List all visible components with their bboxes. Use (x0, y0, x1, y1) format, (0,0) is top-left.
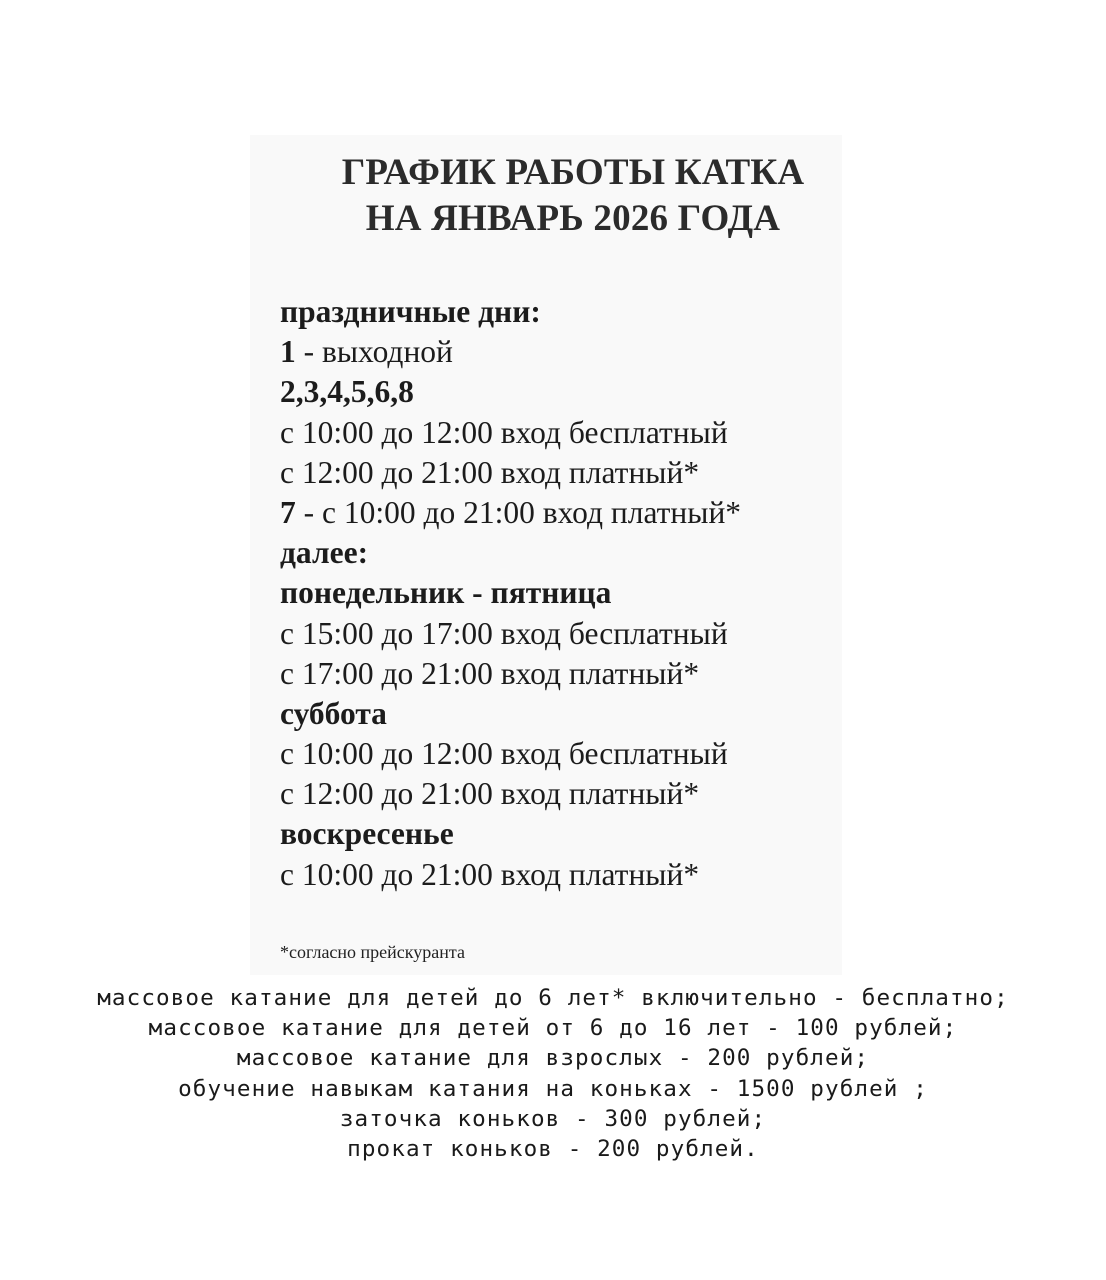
price-item: прокат коньков - 200 рублей. (347, 1136, 759, 1163)
holiday-paid-hours: с 12:00 до 21:00 вход платный* (280, 454, 700, 490)
title-line-2: НА ЯНВАРЬ 2026 ГОДА (365, 198, 781, 239)
day-description: - с 10:00 до 21:00 вход платный* (295, 494, 742, 530)
price-list (0, 983, 1106, 1164)
price-item: массовое катание для взрослых - 200 рублей; (236, 1045, 870, 1072)
further-heading: далее: (280, 535, 369, 571)
holiday-days-list: 2,3,4,5,6,8 (280, 374, 414, 410)
saturday-free-hours: с 10:00 до 12:00 вход бесплатный (280, 736, 728, 772)
holiday-day-1 (280, 332, 840, 372)
price-item: обучение навыкам катания на коньках - 1500 рублей ; (178, 1075, 928, 1102)
weekdays-free-hours: с 15:00 до 17:00 вход бесплатный (280, 615, 728, 651)
price-footnote: *согласно прейскуранта (280, 942, 465, 962)
title-line-1: ГРАФИК РАБОТЫ КАТКА (341, 152, 805, 193)
schedule-block (280, 292, 840, 895)
page-title (0, 150, 1106, 242)
price-item: массовое катание для детей до 6 лет* включительно - бесплатно; (97, 985, 1009, 1011)
sunday-heading: воскресенье (280, 816, 454, 852)
weekdays-heading: понедельник - пятница (280, 575, 612, 611)
price-item: массовое катание для детей от 6 до 16 лет - 100 рублей; (148, 1015, 958, 1042)
day-description: - выходной (295, 334, 453, 370)
price-item: заточка коньков - 300 рублей; (339, 1105, 767, 1132)
day-number: 1 (280, 334, 296, 370)
holiday-free-hours: с 10:00 до 12:00 вход бесплатный (280, 414, 728, 450)
weekdays-paid-hours: с 17:00 до 21:00 вход платный* (280, 655, 700, 691)
sunday-paid-hours: с 10:00 до 21:00 вход платный* (280, 856, 700, 892)
day-number: 7 (280, 494, 296, 530)
holidays-heading: праздничные дни: (280, 294, 541, 329)
saturday-heading: суббота (280, 695, 387, 731)
holiday-day-7 (280, 493, 840, 533)
saturday-paid-hours: с 12:00 до 21:00 вход платный* (280, 776, 700, 812)
